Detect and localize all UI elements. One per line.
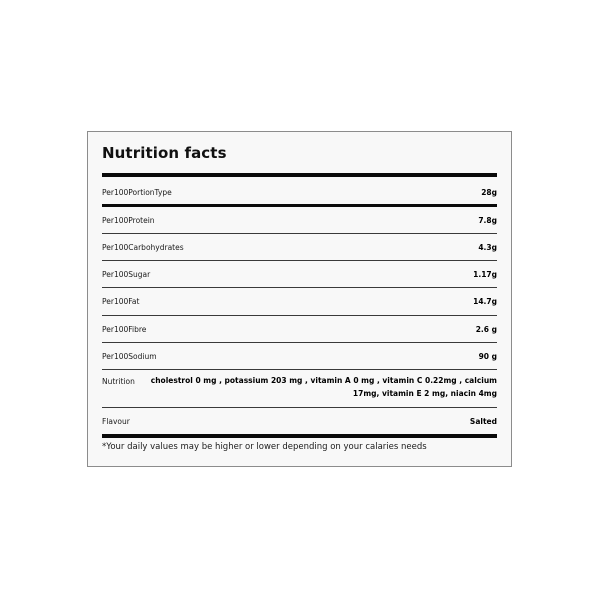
row-label: Per100Fibre [102,324,147,334]
row-label: Per100Protein [102,216,155,225]
row-value: 7.8g [478,216,497,225]
row-portion-type [102,180,497,204]
row-protein [102,208,497,233]
row-fat [102,288,497,315]
row-value: 2.6 g [475,324,497,334]
row-flavour [102,408,497,434]
row-carbohydrates [102,234,497,260]
panel-title: Nutrition facts [102,144,227,162]
footnote: *Your daily values may be higher or lower depending on your calaries needs [102,442,427,452]
row-value: 90 g [478,351,497,361]
row-sugar [102,261,497,287]
thick-divider-header [102,204,497,207]
row-value: 1.17g [473,269,497,279]
thick-divider-bottom [102,434,497,438]
row-value: cholestrol 0 mg , potassium 203 mg , vitamin A 0 mg , vitamin C 0.22mg , calcium 17mg, vitamin E 2 mg, niacin 4mg [150,376,497,398]
row-nutrition [102,375,497,409]
row-sodium [102,343,497,369]
row-label: Per100Sodium [102,351,157,361]
row-label: Per100Carbohydrates [102,242,184,252]
row-value: 28g [481,187,497,197]
row-label: Per100Sugar [102,269,151,279]
row-value: 4.3g [478,242,497,252]
row-label: Per100PortionType [102,187,172,197]
row-value: 14.7g [473,297,497,306]
row-value: Salted [469,416,497,426]
row-label: Nutrition [102,377,135,386]
nutrition-facts-panel [87,131,512,467]
row-label: Flavour [102,416,130,426]
row-divider [102,369,497,370]
row-fibre [102,316,497,342]
thick-divider-top [102,173,497,177]
row-label: Per100Fat [102,297,140,306]
